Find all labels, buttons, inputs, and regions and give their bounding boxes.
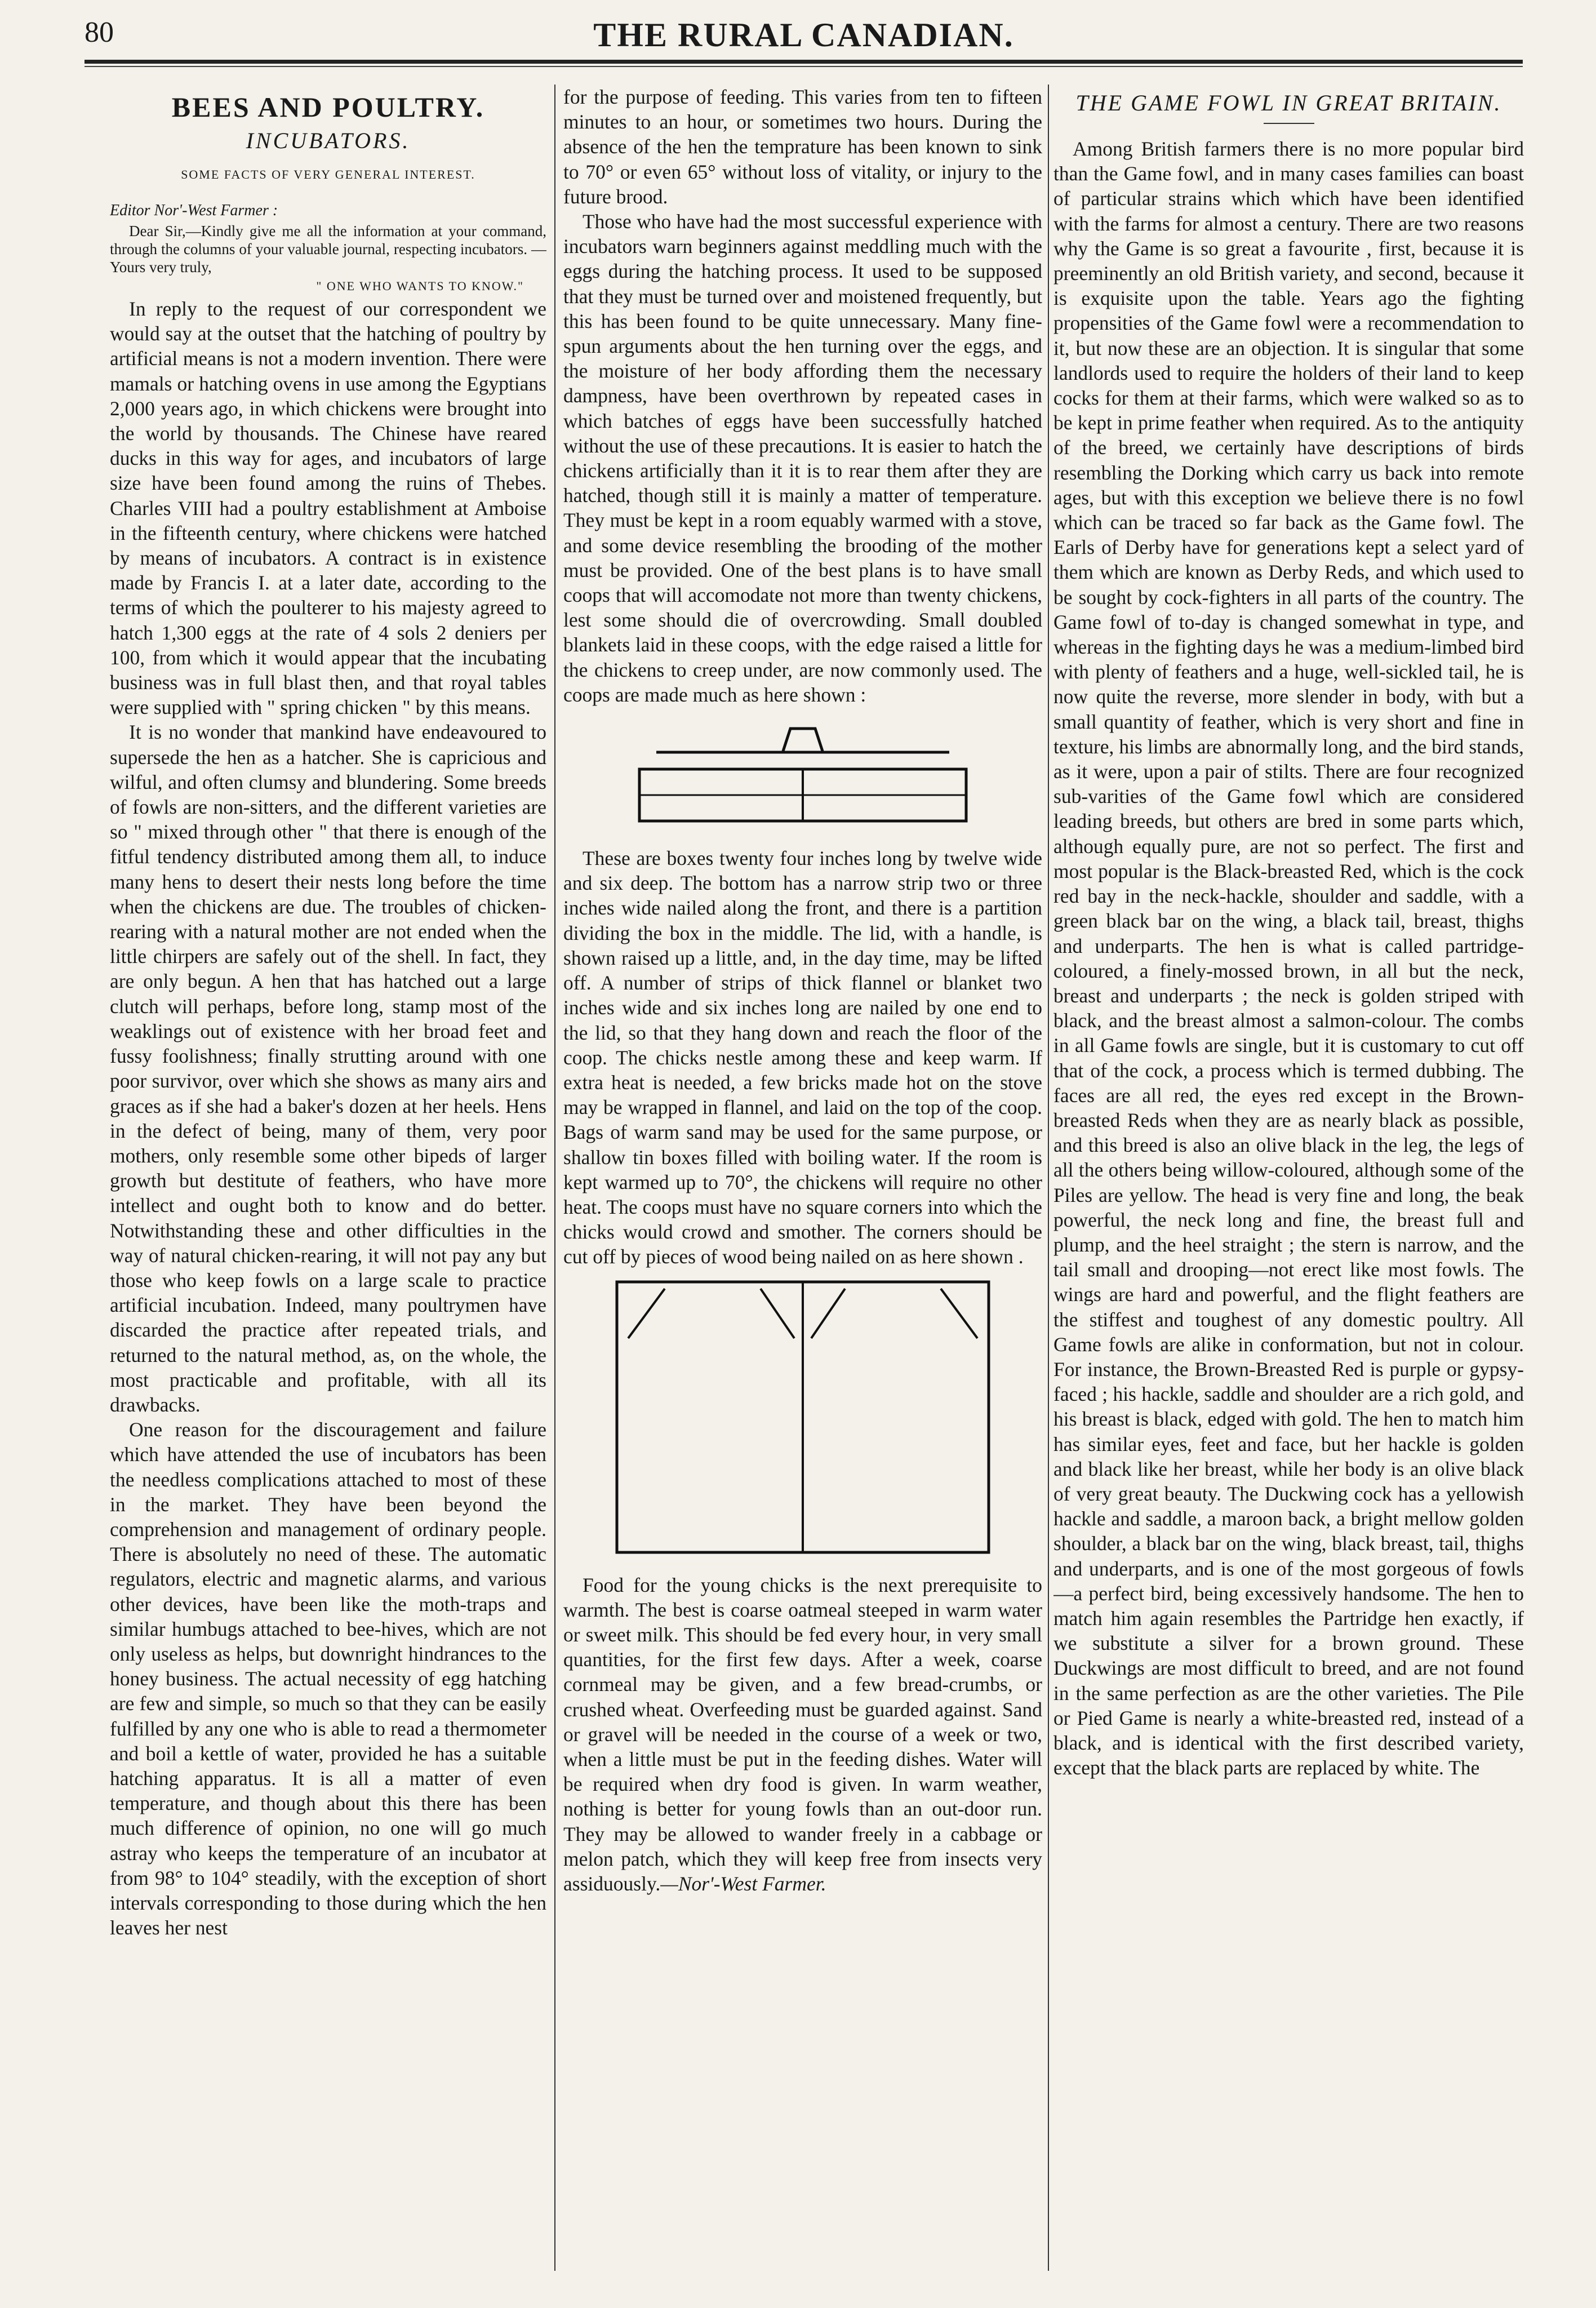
- letter-signature: " ONE WHO WANTS TO KNOW.": [316, 279, 524, 293]
- paragraph: These are boxes twenty four inches long by twelve wide and six deep. The bottom has a narrow strip two or three inches wide nailed along the front, and there is a partition dividing the box in the middle. The lid, with a handle, is shown raised up a little, and, in the day time, may be lifted off. A number of strips of thick flannel or blanket two inches wide and six inches long are nailed by one end to the lid, so that they hang down and reach the floor of the coop. The chicks nestle among these and keep warm. If extra heat is needed, a few bricks made hot on the stove may be wrapped in flannel, and laid on the top of the coop. Bags of warm sand may be used for the same purpose, or shallow tin boxes filled with boiling water. If the room is kept warmed up to 70°, the chickens will require no other heat. The coops must have no square corners into which the chicks would crowd and smother. The corners should be cut off by pieces of wood being nailed on as here shown .: [563, 847, 1042, 1268]
- section-heading: BEES AND POULTRY.: [171, 91, 485, 123]
- source-credit: —Nor'-West Farmer.: [660, 1872, 826, 1895]
- title-rule: [1264, 123, 1314, 124]
- article-title: THE GAME FOWL IN GREAT BRITAIN.: [1075, 90, 1502, 116]
- paragraph: One reason for the discouragement and failure which have attended the use of incubators has been the needless complications attached to most of these in the market. They have been beyond the comprehension and management of ordinary people. There is absolutely no need of these. The automatic regulators, electric and magnetic alarms, and various other devices, have been like the moth-traps and similar humbugs attached to bee-hives, which are not only useless as helps, but downright hindrances to the honey business. The actual necessity of egg hatching are few and simple, so much so that they can be easily fulfilled by any one who is able to read a thermometer and boil a kettle of water, provided he has a suitable hatching apparatus. It is all a matter of even temperature, and though about this there has been much difference of opinion, no one will go much astray who keeps the temperature of an incubator at from 98° to 104° steadily, with the exception of short intervals corresponding to those during which the hen leaves her nest: [110, 1418, 546, 1939]
- header-rule-thin: [85, 66, 1523, 67]
- masthead: [85, 16, 1523, 55]
- paragraph: It is no wonder that mankind have endeavoured to supersede the hen as a hatcher. She is capricious and wilful, and often clumsy and blundering. Some breeds of fowls are non-sitters, and the different varieties are so " mixed through other " that there is enough of the fitful tendency distributed among them all, to induce many hens to desert their nests long before the time when the chickens are due. The troubles of chicken-rearing with a natural mother are not ended when the little chirpers are safely out of the shell. In fact, they are only begun. A hen that has hatched out a large clutch will perhaps, before long, stamp most of the weaklings out of existence with her broad feet and fussy foolishness; finally strutting around with one poor survivor, over which she shows as many airs and graces as if she had a baker's dozen at her heels. Hens in the defect of being, many of them, very poor mothers, only resemble some other bipeds of larger growth but destitute of feathers, who have more intellect and ought both to know and do better. Notwithstanding these and other difficulties in the way of natural chicken-rearing, it will not pay any but those who keep fowls on a large scale to practice artificial incubation. Indeed, many poultrymen have discarded the practice after repeated trials, and returned to the natural method, as, on the whole, the most practicable and profitable, with all its drawbacks.: [110, 721, 546, 1416]
- paragraph: for the purpose of feeding. This varies from ten to fifteen minutes to an hour, or sometimes two hours. During the absence of the hen the temprature has been known to sink to 70° or even 65° without loss of vitality, or injury to the future brood.: [563, 86, 1042, 208]
- column-rule-2: [1048, 85, 1049, 2271]
- corner-piece: [628, 1289, 665, 1338]
- column-2: [563, 85, 1042, 2282]
- paragraph-text: Food for the young chicks is the next prerequisite to warmth. The best is coarse oatmeal steeped in warm water or sweet milk. This should be fed every hour, in very small quantities, for the first few days. After a week, coarse cornmeal may be given, and a few bread-crumbs, or crushed wheat. Overfeeding must be guarded against. Sand or gravel will be needed in the course of a week or two, when a little must be put in the feeding dishes. Water will be required when dry food is given. In warm weather, nothing is better for young fowls than an out-door run. They may be allowed to wander freely in a cabbage or melon patch, which they will keep free from insects very assiduously.: [563, 1573, 1042, 1895]
- corner-piece: [761, 1289, 794, 1338]
- page-number: 80: [85, 16, 114, 48]
- corner-piece: [941, 1289, 977, 1338]
- coop-diagram-figure: [634, 718, 972, 837]
- editor-salutation: Editor Nor'-West Farmer :: [110, 202, 278, 219]
- reader-letter: Dear Sir,—Kindly give me all the information at your command, through the columns of your valuable journal, respecting incubators. —Yours very truly,: [110, 223, 546, 276]
- article-subtitle: SOME FACTS OF VERY GENERAL INTEREST.: [181, 167, 475, 181]
- paper-title: THE RURAL CANADIAN.: [593, 16, 1014, 54]
- corner-piece: [811, 1289, 845, 1338]
- paragraph: Those who have had the most successful experience with incubators warn beginners against meddling much with the eggs during the hatching process. It used to be supposed that they must be turned over and moistened frequently, but this has been found to be quite unnecessary. Many fine-spun arguments about the hen turning over the eggs, and the moisture of her body affording them the necessary dampness, have been overthrown by repeated cases in which batches of eggs have been successfully hatched without the use of these precautions. It is easier to hatch the chickens artificially than it it is to rear them after they are hatched, though still it is mainly a matter of temperature. They must be kept in a room equably warmed with a stove, and some device resembling the brooding of the mother must be provided. One of the best plans is to have small coops that will accomodate not more than twenty chickens, lest some should die of overcrowding. Small doubled blankets laid in these coops, with the edge raised a little for the chickens to creep under, are now commonly used. The coops are made much as here shown :: [563, 210, 1042, 706]
- paragraph: [563, 1573, 1042, 1897]
- article-title: INCUBATORS.: [246, 128, 411, 153]
- paragraph: In reply to the request of our correspondent we would say at the outset that the hatching of poultry by artificial means is not a modern invention. There were mamals or hatching ovens in use among the Egyptians 2,000 years ago, in which chickens were brought into the world by thousands. The Chinese have reared ducks in this way for ages, and incubators of large size have been found among the ruins of Thebes. Charles VIII had a poultry establishment at Amboise in the fifteenth century, where chickens were hatched by means of incubators. A contract is in existence made by Francis I. at a later date, according to the terms of which the poulterer to his majesty agreed to hatch 1,300 eggs at the rate of 4 sols 2 deniers per 100, from which it would appear that the incubating business was in full blast then, and that royal tables were supplied with " spring chicken " by this means.: [110, 298, 546, 719]
- coop-lid-handle: [783, 729, 823, 751]
- column-rule-1: [554, 85, 555, 2271]
- column-3: [1053, 85, 1524, 2282]
- header-rule: [85, 60, 1523, 64]
- coop-corners-figure: [611, 1276, 994, 1558]
- paragraph: Among British farmers there is no more popular bird than the Game fowl, and in many cases families can boast of particular strains which which have been identified with the farms for almost a century. There are two reasons why the Game is so great a favourite , first, because it is preeminently an old British variety, and second, because it is exquisite upon the table. Years ago the fighting propensities of the Game fowl were a recommendation to it, but now these are an objection. It is singular that some landlords used to require the holders of their land to keep cocks for them at their farms, which were walked so as to be kept in prime feather when required. As to the antiquity of the breed, we certainly have descriptions of birds resembling the Dorking which carry us back into remote ages, but with this exception we believe there is no fowl which can be traced so far back as the Game fowl. The Earls of Derby have for generations kept a select yard of them which are known as Derby Reds, and which used to be sought by cock-fighters in all parts of the country. The Game fowl of to-day is changed somewhat in type, and whereas in the fighting days he was a medium-limbed bird with plenty of feathers and a huge, well-sickled tail, he is now quite the reverse, more slender in body, with but a small quantity of feather, which is very short and fine in texture, his limbs are abnormally long, and the bird stands, as it were, upon a pair of stilts. There are four recognized sub-varities of the Game fowl which are considered leading breeds, but others are bred in some parts which, although equally pure, are not so perfect. The first and most popular is the Black-breasted Red, which is the cock red bay in the neck-hackle, shoulder and saddle, with a green black bar on the wing, a black tail, breast, thighs and underparts. The hen is what is called partridge-coloured, a finely-mossed brown, in all but the neck, breast and underparts ; the neck is golden striped with black, and the breast almost a salmon-colour. The combs in all Game fowls are single, but it is customary to cut off that of the cock, a process which is termed dubbing. The faces are all red, the eyes red except in the Brown-breasted Reds when they are as nearly black as possible, and this breed is also an olive black in the leg, the legs of all the others being willow-coloured, although some of the Piles are yellow. The head is very fine and long, the beak powerful, the neck long and fine, the breast full and plump, and the heel straight ; the stern is narrow, and the tail small and drooping—not erect like most fowls. The wings are hard and powerful, and the flight feathers are the stiffest and toughest of any domestic poultry. All Game fowls are alike in conformation, but not in colour. For instance, the Brown-Breasted Red is purple or gypsy-faced ; his hackle, saddle and shoulder are a rich gold, and his breast is black, edged with gold. The hen to match him has similar eyes, feet and face, but her hackle is golden and black like her breast, while her body is an olive black of very great beauty. The Duckwing cock has a yellowish hackle and saddle, a maroon back, a bright mellow golden shoulder, a black bar on the wing, black breast, tail, thighs and underparts, and is one of the most gorgeous of fowls—a perfect bird, being excessively handsome. The hen to match him again resembles the Partridge hen exactly, if we substitute a silver for a brown ground. These Duckwings are most difficult to breed, and are not found in the same perfection as are the other varieties. The Pile or Pied Game is nearly a white-breasted red, instead of a black, and is identical with the first described variety, except that the black parts are replaced by white. The: [1053, 137, 1524, 1779]
- column-1: [110, 85, 546, 2282]
